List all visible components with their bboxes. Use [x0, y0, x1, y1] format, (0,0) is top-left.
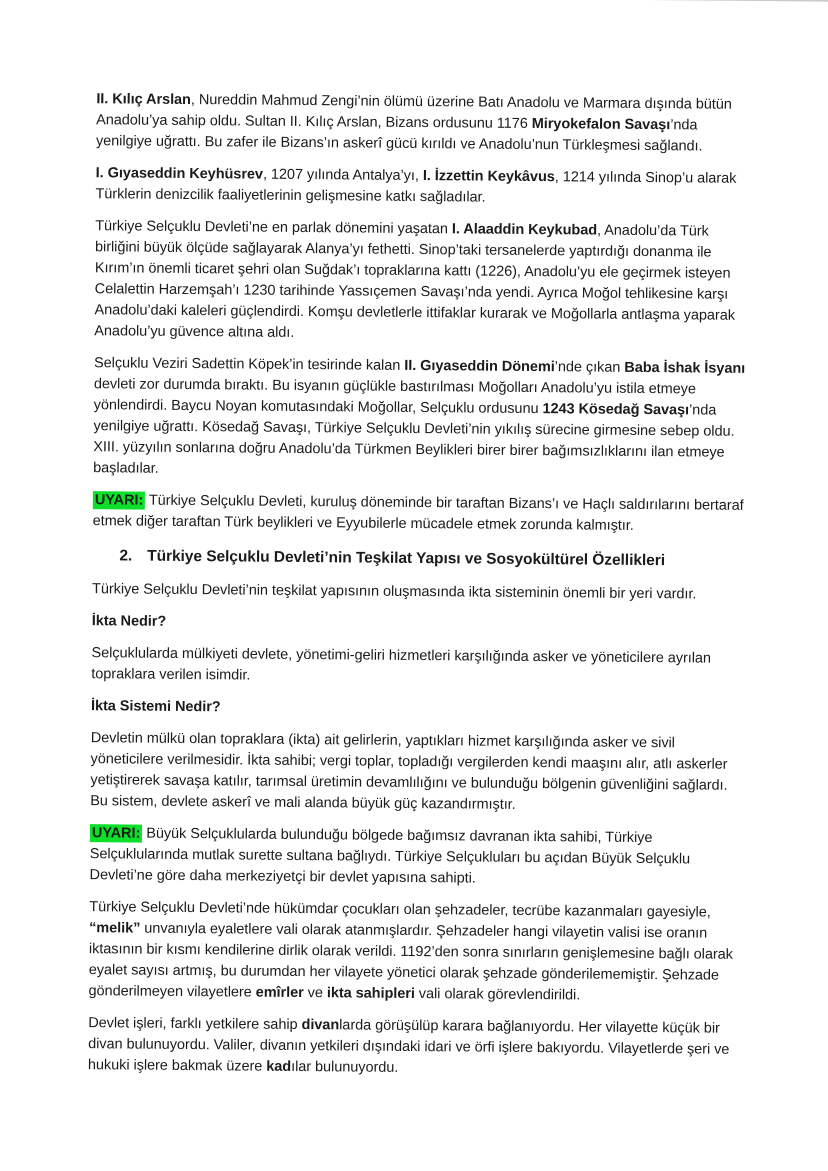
text-run: Miryokefalon Savaşı	[531, 116, 671, 134]
paragraph-melik-sehzadeler	[88, 897, 741, 1008]
section-title: Türkiye Selçuklu Devleti’nin Teşkilat Yapısı ve Sosyokültürel Özellikleri	[147, 547, 666, 570]
document-content	[88, 89, 749, 1093]
uyari-label: UYARI:	[90, 824, 142, 842]
text-run: ’nda yenilgiye uğrattı. Bu zafer ile Bizans’ın askerî gücü kırıldı ve Anadolu’nun Türkleşmesi sağlandı.	[95, 117, 703, 155]
text-run: 1243 Kösedağ Savaşı	[542, 401, 690, 419]
paragraph-keyhusrev-keykavus	[95, 163, 747, 211]
uyari-note-1	[93, 490, 745, 538]
text-run: , 1214 yılında Sinop’u alarak Türklerin denizcilik faaliyetlerinin gelişmesine katkı sağladılar.	[95, 169, 737, 206]
text-run: Selçuklu Veziri Sadettin Köpek’in tesirinde kalan	[93, 355, 405, 374]
paragraph-ikta-tanimi: Selçuklularda mülkiyeti devlete, yönetimi-geliri hizmetleri karşılığında asker ve yöneticilere ayrılan topraklara verilen isimdir.	[91, 645, 712, 684]
text-run: Baba İshak İsyanı	[624, 359, 746, 377]
uyari-note-2	[89, 823, 742, 892]
text-run: , 1207 yılında Antalya’yı,	[262, 166, 423, 185]
text-run: kad	[266, 1058, 292, 1075]
text-run: emîrler	[255, 984, 304, 1002]
subheading-ikta-sistemi-nedir: İkta Sistemi Nedir?	[90, 698, 221, 716]
text-run: Türkiye Selçuklu Devleti’ne en parlak dönemini yaşatan	[95, 218, 453, 238]
text-run: Türkiye Selçuklu Devleti’nde hükümdar çocukları olan şehzadeler, tecrübe kazanmaları gayesiyle,	[89, 899, 711, 921]
paragraph-teskilat-intro: Türkiye Selçuklu Devleti’nin teşkilat yapısının oluşmasında ikta sisteminin önemli bir yeri vardır.	[92, 581, 697, 603]
text-run: I. Alaaddin Keykubad	[451, 221, 598, 239]
text-run: vali olarak görevlendirildi.	[414, 986, 581, 1004]
text-run: larda görüşülüp karara bağlanıyordu. Her vilayette küçük bir divan bulunuyordu. Valiler, divanın yetkileri dışındaki idari ve örfi işlere bakıyordu. Vilayetlerde şeri ve hukuki işlere bakmak üzere	[87, 1017, 730, 1075]
text-run: Devlet işleri, farklı yetkilere sahip	[88, 1015, 302, 1034]
text-run: ’nde çıkan	[554, 359, 625, 376]
text-run: I. İzzettin Keykâvus	[422, 168, 555, 186]
text-run: ’nda yenilgiye uğrattı. Kösedağ Savaşı, Türkiye Selçuklu Devleti’nin yıkılış sürecine girmesine sebep oldu. XIII. yüzyılın sonlarına doğru Anadolu’da Türkmen Beylikleri birer birer bağımsızlıklarını ilan etmeye başladılar.	[93, 402, 735, 477]
paragraph-ikta-sistemi: Devletin mülkü olan topraklara (ikta) ait gelirlerin, yaptıkları hizmet karşılığında asker ve sivil yöneticilere verilmesidir. İkta sahibi; vergi toplar, topladığı vergilerden kendi maaşını alır, atlı askerler yetiştirerek savaşa katılır, tarımsal üretimin devamlılığını ve bulunduğu bölgenin güvenliğini sağlardı. Bu sistem, devlete askerî ve mali alanda büyük güç kazandırmıştır.	[90, 730, 728, 813]
paragraph-divan-kadi	[88, 1013, 741, 1082]
text-run: Büyük Selçuklularda bulunduğu bölgede bağımsız davranan ikta sahibi, Türkiye Selçuklularında mutlak surette sultana bağlıydı. Türkiye Selçukluları bu açıdan Büyük Selçuklu Devleti’ne göre daha merkeziyetçi bir devlet yapısına sahipti.	[89, 825, 691, 887]
paragraph-kilic-arslan	[96, 89, 749, 158]
text-run: I. Gıyaseddin Keyhüsrev	[95, 165, 264, 183]
text-run: “melik”	[89, 920, 141, 937]
text-run: II. Gıyaseddin Dönemi	[404, 357, 555, 376]
text-run: ikta sahipleri	[326, 985, 415, 1003]
section-heading	[92, 545, 744, 572]
text-run: ve	[303, 985, 327, 1002]
paragraph-alaaddin-keykubad	[94, 216, 747, 348]
section-number: 2.	[119, 547, 133, 565]
text-run: unvanıyla eyaletlere vali olarak atanmışlardır. Şehzadeler hangi vilayetin valisi ise oranın iktasının bir kısmı kendilerine dirlik olarak verildi. 1192’den sonra sınırların genişlemesine bağlı olarak eyalet sayısı artmış, bu durumdan her vilayete yönetici olarak şehzade gönderilememiştir. Şehzade gönderilmeyen vilayetlere	[88, 920, 733, 1001]
text-run: divan	[301, 1017, 340, 1034]
uyari-label: UYARI:	[93, 491, 145, 509]
paragraph-kosedag-savasi	[93, 353, 746, 485]
text-run: Türkiye Selçuklu Devleti, kuruluş döneminde bir taraftan Bizans’ı ve Haçlı saldırılarını bertaraf etmek diğer taraftan Türk beylikleri ve Eyyubilerle mücadele etmek zorunda kalmıştır.	[92, 492, 744, 534]
text-run: devleti zor durumda bıraktı. Bu isyanın güçlükle bastırılması Moğolları Anadolu’yu istila etmeye yönlendirdi. Baycu Noyan komutasındaki Moğollar, Selçuklu ordusunu	[93, 376, 696, 418]
text-run: II. Kılıç Arslan	[96, 91, 191, 109]
subheading-ikta-nedir: İkta Nedir?	[91, 613, 167, 630]
text-run: , Nureddin Mahmud Zengi’nin ölümü üzerine Batı Anadolu ve Marmara dışında bütün Anadolu’ya sahip oldu. Sultan II. Kılıç Arslan, Bizans ordusunu 1176	[96, 92, 732, 133]
text-run: , Anadolu’da Türk birliğini büyük ölçüde sağlayarak Alanya’yı fethetti. Sinop’taki tersanelerde yaptırdığı donanma ile Kırım’ın önemli ticaret şehri olan Suğdak’ı topraklarına kattı (1226), Anadolu’yu ele geçirmek isteyen Celalettin Harzemşah’ı 1230 tarihinde Yassıçemen Savaşı’nda yendi. Ayrıca Moğol tehlikesine karşı Anadolu’daki kaleleri güçlendirdi. Komşu devletlerle ittifaklar kurarak ve Moğollarla antlaşma yaparak Anadolu’yu güvence altına aldı.	[94, 222, 736, 341]
text-run: ılar bulunuyordu.	[291, 1058, 399, 1076]
